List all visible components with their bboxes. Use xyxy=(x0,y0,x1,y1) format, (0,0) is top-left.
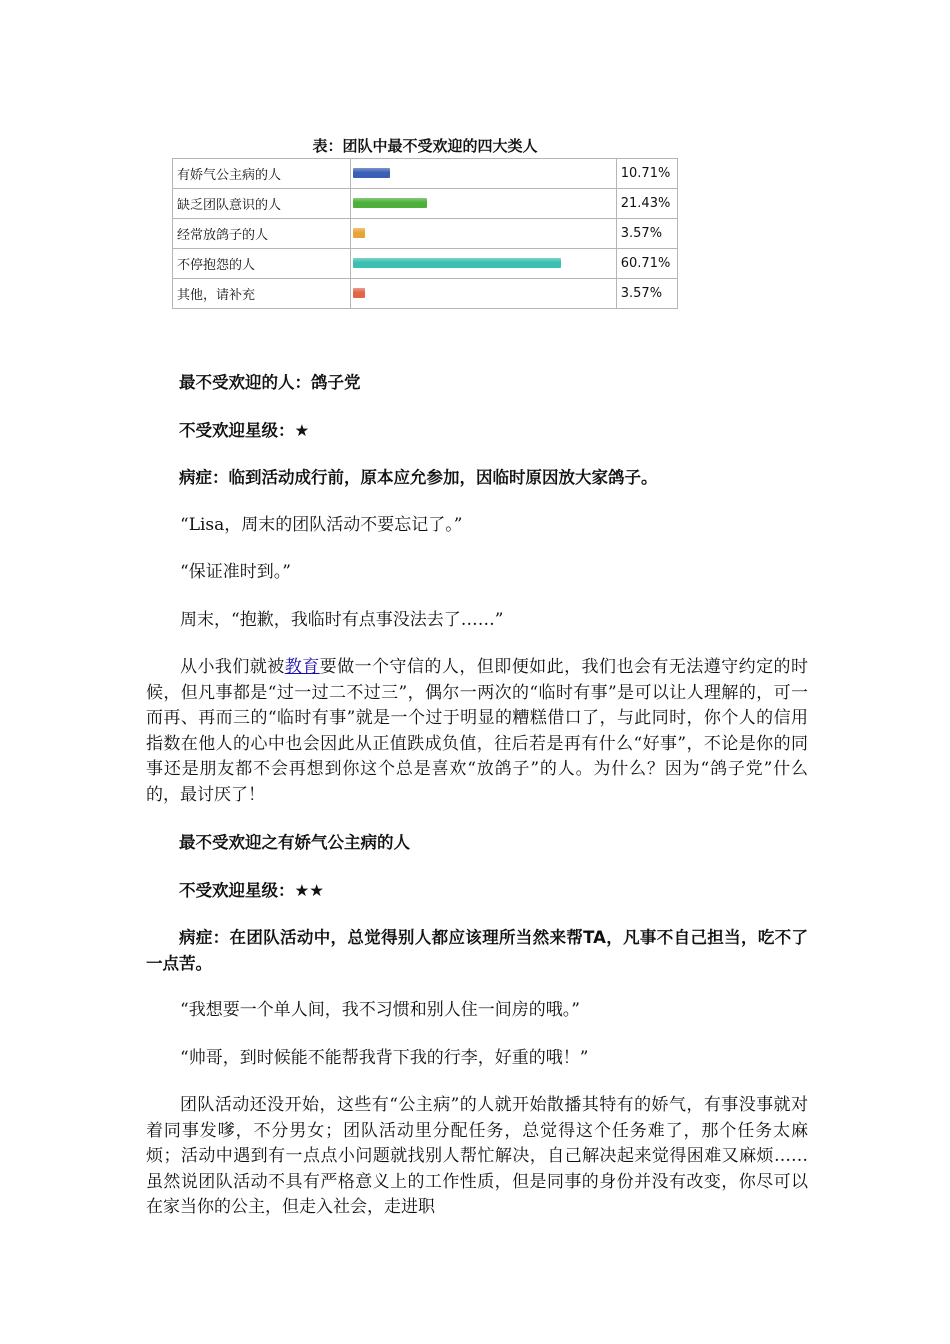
bar-track xyxy=(351,279,616,308)
category-label: 有娇气公主病的人 xyxy=(173,159,351,189)
bar-3 xyxy=(353,258,561,268)
bar-cell xyxy=(350,159,616,189)
section1-paragraph-rest: 要做一个守信的人，但即便如此，我们也会有无法遵守约定的时候，但凡事都是“过一过二不过三”，偶尔一两次的“临时有事”是可以让人理解的，可一而再、再而三的“临时有事”就是一个过于明显的糟糕借口了，与此同时，你个人的信用指数在他人的心中也会因此从正值跌成负值，往后若是再有什么“好事”，不论是你的同事还是朋友都不会再想到你这个总是喜欢“放鸽子”的人。为什么？因为“鸽子党”什么的，最讨厌了！ xyxy=(146,657,809,805)
survey-chart xyxy=(172,134,678,309)
survey-row xyxy=(173,219,678,249)
category-label: 经常放鸽子的人 xyxy=(173,219,351,249)
value-label: 10.71% xyxy=(616,159,677,189)
bar-track xyxy=(351,249,616,278)
bar-track xyxy=(351,189,616,218)
section1-dialogue-3: 周末，“抱歉，我临时有点事没法去了……” xyxy=(180,609,504,630)
section1-symptom: 病症：临到活动成行前，原本应允参加，因临时原因放大家鸽子。 xyxy=(179,468,658,487)
bar-track xyxy=(351,159,616,188)
section2-rating: 不受欢迎星级：★★ xyxy=(179,880,325,900)
section2-dialogue-2: “帅哥，到时候能不能帮我背下我的行李，好重的哦！” xyxy=(180,1047,589,1068)
bar-cell xyxy=(350,219,616,249)
category-label: 缺乏团队意识的人 xyxy=(173,189,351,219)
bar-0 xyxy=(353,168,390,178)
section1-dialogue-1: “Lisa，周末的团队活动不要忘记了。” xyxy=(180,514,463,535)
section1-paragraph-start: 从小我们就被 xyxy=(180,657,285,677)
category-label: 不停抱怨的人 xyxy=(173,249,351,279)
bar-2 xyxy=(353,228,365,238)
section1-heading: 最不受欢迎的人：鸽子党 xyxy=(179,373,361,392)
bar-1 xyxy=(353,198,427,208)
section2-symptom: 病症：在团队活动中，总觉得别人都应该理所当然来帮TA，凡事不自己担当，吃不了一点苦。 xyxy=(146,928,808,973)
bar-track xyxy=(351,219,616,248)
section2-heading: 最不受欢迎之有娇气公主病的人 xyxy=(179,833,410,852)
section2-paragraph: 团队活动还没开始，这些有“公主病”的人就开始散播其特有的娇气，有事没事就对着同事发嗲，不分男女；团队活动里分配任务，总觉得这个任务难了，那个任务太麻烦；活动中遇到有一点点小问题就找别人帮忙解决，自己解决起来觉得困难又麻烦……虽然说团队活动不具有严格意义上的工作性质，但是同事的身份并没有改变，你尽可以在家当你的公主，但走入社会，走进职 xyxy=(146,1095,808,1217)
bar-4 xyxy=(353,288,365,298)
survey-rows xyxy=(173,159,678,309)
survey-table xyxy=(172,158,678,309)
section2-dialogue-1: “我想要一个单人间，我不习惯和别人住一间房的哦。” xyxy=(180,1000,580,1020)
category-label: 其他，请补充 xyxy=(173,279,351,309)
section1-paragraph xyxy=(146,655,808,808)
article-body xyxy=(146,370,808,1221)
bar-cell xyxy=(350,279,616,309)
survey-row xyxy=(173,159,678,189)
bar-cell xyxy=(350,249,616,279)
survey-row xyxy=(173,279,678,309)
education-link[interactable]: 教育 xyxy=(284,657,320,677)
bar-cell xyxy=(350,189,616,219)
survey-row xyxy=(173,189,678,219)
value-label: 3.57% xyxy=(616,279,677,309)
section1-dialogue-2: “保证准时到。” xyxy=(180,562,291,582)
survey-row xyxy=(173,249,678,279)
section1-rating: 不受欢迎星级：★ xyxy=(179,420,310,440)
value-label: 3.57% xyxy=(616,219,677,249)
value-label: 21.43% xyxy=(616,189,677,219)
chart-title: 表：团队中最不受欢迎的四大类人 xyxy=(312,137,538,155)
value-label: 60.71% xyxy=(616,249,677,279)
